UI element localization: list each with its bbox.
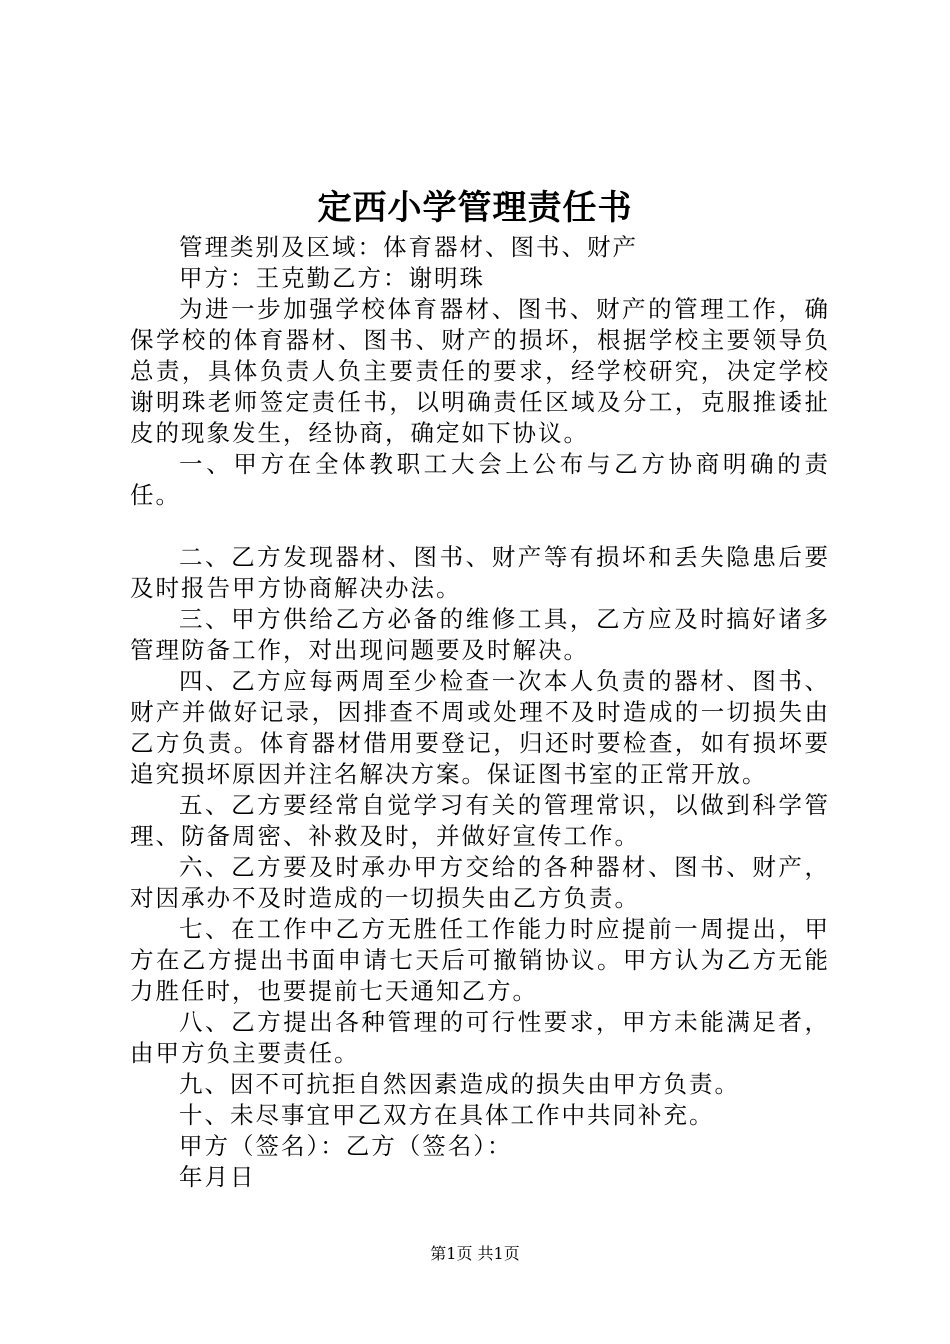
clause-8: 八、乙方提出各种管理的可行性要求，甲方未能满足者，由甲方负主要责任。	[130, 1008, 830, 1067]
clause-1: 一、甲方在全体教职工大会上公布与乙方协商明确的责任。	[130, 450, 830, 509]
clause-7: 七、在工作中乙方无胜任工作能力时应提前一周提出，甲方在乙方提出书面申请七天后可撤销协议。甲方认为乙方无能力胜任时，也要提前七天通知乙方。	[130, 915, 830, 1005]
document-body	[130, 232, 830, 1193]
signature-line: 甲方（签名）：乙方（签名）：	[179, 1132, 513, 1160]
date-line: 年月日	[179, 1163, 256, 1191]
clause-6: 六、乙方要及时承办甲方交给的各种器材、图书、财产，对因承办不及时造成的一切损失由乙方负责。	[130, 853, 830, 912]
clause-9: 九、因不可抗拒自然因素造成的损失由甲方负责。	[179, 1070, 740, 1098]
clause-2: 二、乙方发现器材、图书、财产等有损坏和丢失隐患后要及时报告甲方协商解决办法。	[130, 543, 830, 602]
clause-3: 三、甲方供给乙方必备的维修工具，乙方应及时搞好诸多管理防备工作，对出现问题要及时解决。	[130, 605, 830, 664]
document-title: 定西小学管理责任书	[317, 188, 633, 228]
page-footer: 第1页 共1页	[430, 1244, 520, 1263]
preamble-paragraph: 为进一步加强学校体育器材、图书、财产的管理工作，确保学校的体育器材、图书、财产的损坏，根据学校主要领导负总责，具体负责人负主要责任的要求，经学校研究，决定学校谢明珠老师签定责任书，以明确责任区域及分工，克服推诿扯皮的现象发生，经协商，确定如下协议。	[130, 295, 830, 447]
management-category-line: 管理类别及区域：体育器材、图书、财产	[179, 233, 638, 261]
clause-5: 五、乙方要经常自觉学习有关的管理常识，以做到科学管理、防备周密、补救及时，并做好宣传工作。	[130, 791, 830, 850]
clause-10: 十、未尽事宜甲乙双方在具体工作中共同补充。	[179, 1101, 715, 1129]
clause-4: 四、乙方应每两周至少检查一次本人负责的器材、图书、财产并做好记录，因排查不周或处理不及时造成的一切损失由乙方负责。体育器材借用要登记，归还时要检查，如有损坏要追究损坏原因并注名解决方案。保证图书室的正常开放。	[130, 667, 830, 788]
parties-line: 甲方：王克勤乙方：谢明珠	[179, 264, 485, 292]
